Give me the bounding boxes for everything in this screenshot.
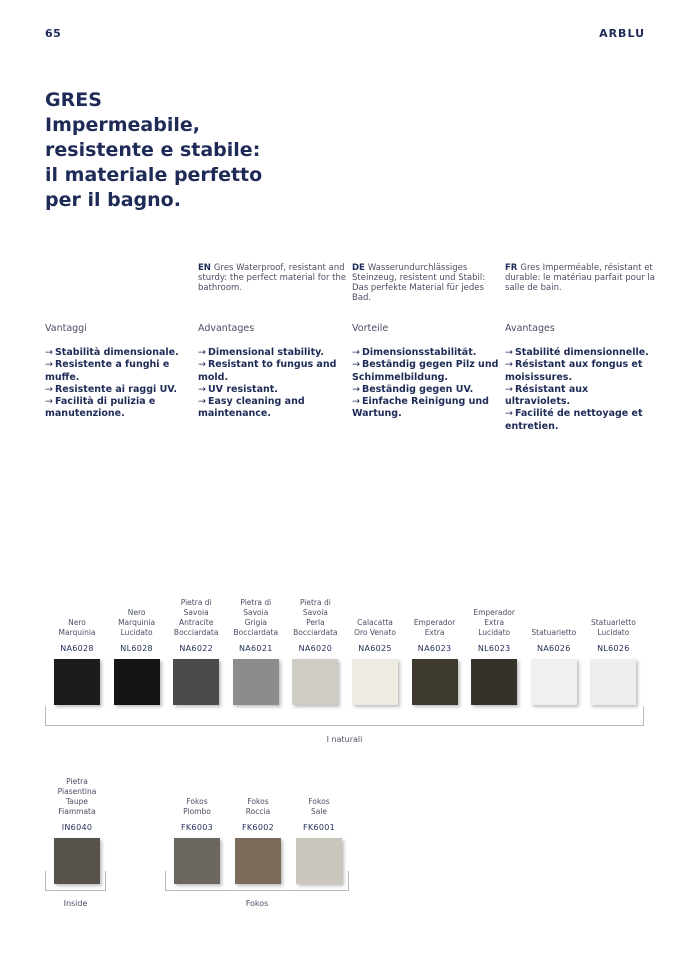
tile-na6025: [345, 598, 405, 705]
advantage-text: Easy cleaning and maintenance.: [198, 396, 305, 420]
tile-name: [226, 598, 286, 638]
advantages-title: Avantages: [505, 323, 555, 334]
fokos-bracket: [165, 871, 349, 891]
tile-nl6026: [583, 598, 643, 705]
tile-name-line: Marquinia: [58, 628, 96, 637]
headline-line: Impermeabile,: [45, 114, 200, 136]
advantage-text: Stabilité dimensionnelle.: [514, 347, 649, 358]
tile-name-line: Bocciardata: [173, 628, 219, 637]
arrow-icon: →: [352, 359, 360, 371]
tile-name-line: Lucidato: [478, 628, 511, 637]
tile-name-line: Bocciardata: [233, 628, 279, 637]
tile-swatch: [54, 659, 100, 705]
inside-label: Inside: [63, 899, 88, 908]
advantage-item: [45, 396, 195, 421]
tile-name-line: Extra: [424, 628, 445, 637]
arrow-icon: →: [505, 359, 513, 371]
language-code: FR: [505, 263, 518, 273]
tile-name-line: Piombo: [183, 807, 211, 816]
advantage-text: Beständig gegen Pilz und Schimmelbildung.: [352, 359, 499, 383]
advantage-text: Facilité de nettoyage et entretien.: [505, 408, 643, 432]
tile-na6022: [166, 598, 226, 705]
tile-swatch: [352, 659, 398, 705]
tile-na6020: [285, 598, 345, 705]
tile-name-line: Pietra: [66, 777, 88, 786]
advantage-text: Einfache Reinigung und Wartung.: [352, 396, 489, 420]
headline: [45, 88, 345, 213]
column-it: [45, 263, 195, 421]
advantage-text: UV resistant.: [207, 383, 278, 395]
advantages-list: [45, 347, 195, 421]
tile-name: [167, 777, 227, 817]
tile-name-line: Emperador: [473, 608, 515, 617]
tile-swatch: [412, 659, 458, 705]
advantage-item: [198, 347, 348, 359]
tile-swatch: [173, 659, 219, 705]
advantage-item: [505, 359, 655, 384]
advantage-item: [352, 396, 502, 421]
column-en: [198, 263, 348, 421]
arrow-icon: →: [45, 383, 53, 395]
tile-in6040: [47, 777, 107, 884]
tile-name: [345, 598, 405, 638]
tile-name: [405, 598, 465, 638]
advantage-item: [198, 396, 348, 421]
advantages-list: [198, 347, 348, 421]
fokos-label: Fokos: [245, 899, 269, 908]
tile-swatch: [471, 659, 517, 705]
tile-code: NA6028: [60, 644, 94, 653]
tile-swatch: [233, 659, 279, 705]
page-number: 65: [45, 27, 62, 40]
arrow-icon: →: [198, 347, 206, 358]
tile-code: NA6020: [298, 644, 333, 653]
tile-name: [166, 598, 226, 638]
inside-bracket: [45, 871, 106, 891]
tile-name-line: Emperador: [413, 618, 456, 627]
arrow-icon: →: [505, 383, 513, 395]
tile-name-line: Lucidato: [120, 628, 153, 637]
advantage-item: [198, 359, 348, 384]
column-intro: [505, 263, 655, 323]
tile-name-line: Fokos: [247, 797, 269, 806]
tile-nl6023: [464, 598, 524, 705]
tile-name-line: Taupe: [65, 797, 89, 806]
advantages-list: [505, 347, 655, 433]
tile-name: [464, 598, 524, 638]
advantage-text: Dimensional stability.: [207, 347, 325, 358]
column-intro: [45, 263, 195, 323]
tile-code: FK6002: [241, 823, 274, 832]
column-de: [352, 263, 502, 421]
arrow-icon: →: [505, 408, 513, 420]
tile-name-line: Marquinia: [118, 618, 156, 627]
language-code: DE: [352, 263, 365, 273]
language-code: EN: [198, 263, 211, 273]
tile-name-line: Bocciardata: [293, 628, 338, 637]
tile-name-line: Nero: [68, 618, 86, 627]
tile-name-line: Roccia: [245, 807, 271, 816]
tile-code: NA6021: [238, 644, 273, 653]
advantage-text: Beständig gegen UV.: [361, 383, 474, 395]
arrow-icon: →: [352, 347, 360, 358]
tile-name: [47, 777, 107, 817]
tile-name-line: Fokos: [308, 797, 330, 806]
tile-fk6001: [289, 777, 349, 884]
tile-na6023: [405, 598, 465, 705]
tile-code: NL6026: [597, 644, 630, 653]
advantage-item: [352, 347, 502, 359]
tile-name-line: Extra: [484, 618, 505, 627]
tile-name-line: Fiammata: [58, 807, 96, 816]
tile-name-line: Statuarietto: [531, 628, 577, 637]
tile-name: [285, 598, 345, 638]
headline-line: resistente e stabile:: [45, 139, 261, 161]
advantage-item: [352, 359, 502, 384]
tile-swatch: [590, 659, 636, 705]
naturali-bracket: [45, 706, 644, 726]
advantage-item: [352, 384, 502, 396]
tile-code: NL6028: [120, 644, 153, 653]
tile-name-line: Perla: [306, 618, 325, 627]
advantage-text: Dimensionsstabilität.: [361, 347, 477, 358]
tile-code: FK6001: [302, 823, 335, 832]
tile-code: IN6040: [61, 823, 93, 832]
headline-line: GRES: [45, 89, 102, 111]
tile-name-line: Sale: [310, 807, 328, 816]
arrow-icon: →: [352, 396, 360, 408]
tile-fk6003: [167, 777, 227, 884]
tile-name-line: Calacatta: [357, 618, 393, 627]
tile-code: NA6026: [536, 644, 571, 653]
tile-na6021: [226, 598, 286, 705]
advantage-text: Resistente ai raggi UV.: [54, 383, 178, 395]
advantage-item: [505, 384, 655, 409]
arrow-icon: →: [45, 396, 53, 408]
tile-code: NA6023: [417, 644, 452, 653]
arrow-icon: →: [45, 347, 53, 358]
advantage-item: [45, 347, 195, 359]
tile-nl6028: [107, 598, 167, 705]
tile-swatch: [114, 659, 160, 705]
naturali-label: I naturali: [326, 735, 363, 744]
tile-name-line: Pietra di: [240, 598, 272, 607]
tile-name: [289, 777, 349, 817]
advantage-text: Resistant to fungus and mold.: [198, 359, 337, 383]
tile-code: NA6025: [358, 644, 392, 653]
advantages-list: [352, 347, 502, 421]
tile-name: [583, 598, 643, 638]
intro-text: Gres Imperméable, résistant et durable: le matériau parfait pour la salle de bain.: [505, 263, 655, 293]
advantage-item: [505, 347, 655, 359]
tile-name: [107, 598, 167, 638]
column-intro: [198, 263, 348, 323]
arrow-icon: →: [45, 359, 53, 371]
tile-name-line: Antracite: [179, 618, 214, 627]
tile-name: [47, 598, 107, 638]
tile-name-line: Nero: [127, 608, 146, 617]
tile-name-line: Lucidato: [597, 628, 630, 637]
column-fr: [505, 263, 655, 433]
tile-name-line: Pietra di: [299, 598, 331, 607]
arrow-icon: →: [505, 347, 513, 358]
advantages-title: Advantages: [198, 323, 255, 334]
tile-code: FK6003: [180, 823, 213, 832]
tile-name-line: Savoia: [302, 608, 328, 617]
advantage-text: Résistant aux fongus et moisissures.: [505, 359, 643, 383]
tile-name-line: Statuarietto: [590, 618, 636, 627]
tile-name-line: Savoia: [243, 608, 269, 617]
intro-text: Wasserundurchlässiges Steinzeug, resistent und Stabil: Das perfekte Material für jedes Bad.: [352, 263, 486, 303]
tile-name-line: Piasentina: [57, 787, 97, 796]
advantage-text: Resistente a funghi e muffe.: [45, 359, 170, 383]
tile-name-line: Oro Venato: [354, 628, 396, 637]
arrow-icon: →: [198, 396, 206, 408]
brand-logo: ARBLU: [599, 27, 645, 40]
advantages-title: Vantaggi: [45, 323, 87, 334]
tile-swatch: [292, 659, 338, 705]
advantage-text: Facilità di pulizia e manutenzione.: [45, 396, 156, 420]
advantage-item: [505, 408, 655, 433]
tile-name: [228, 777, 288, 817]
intro-text: Gres Waterproof, resistant and sturdy: the perfect material for the bathroom.: [198, 263, 347, 293]
tile-name-line: Savoia: [183, 608, 209, 617]
tile-swatch: [531, 659, 577, 705]
headline-line: per il bagno.: [45, 189, 181, 211]
arrow-icon: →: [198, 383, 206, 395]
advantage-item: [45, 359, 195, 384]
tile-code: NL6023: [477, 644, 511, 653]
advantage-text: Stabilità dimensionale.: [54, 347, 179, 358]
arrow-icon: →: [352, 383, 360, 395]
tile-name-line: Pietra di: [180, 598, 212, 607]
advantages-title: Vorteile: [352, 323, 389, 334]
tile-fk6002: [228, 777, 288, 884]
column-intro: [352, 263, 502, 323]
advantage-text: Résistant aux ultraviolets.: [505, 383, 589, 408]
arrow-icon: →: [198, 359, 206, 371]
tile-code: NA6022: [179, 644, 213, 653]
tile-name-line: Fokos: [186, 797, 208, 806]
tile-name-line: Grigia: [244, 618, 267, 627]
tile-na6026: [524, 598, 584, 705]
headline-line: il materiale perfetto: [45, 164, 263, 186]
advantage-item: [198, 384, 348, 396]
advantage-item: [45, 384, 195, 396]
tile-na6028: [47, 598, 107, 705]
tile-name: [524, 598, 584, 638]
